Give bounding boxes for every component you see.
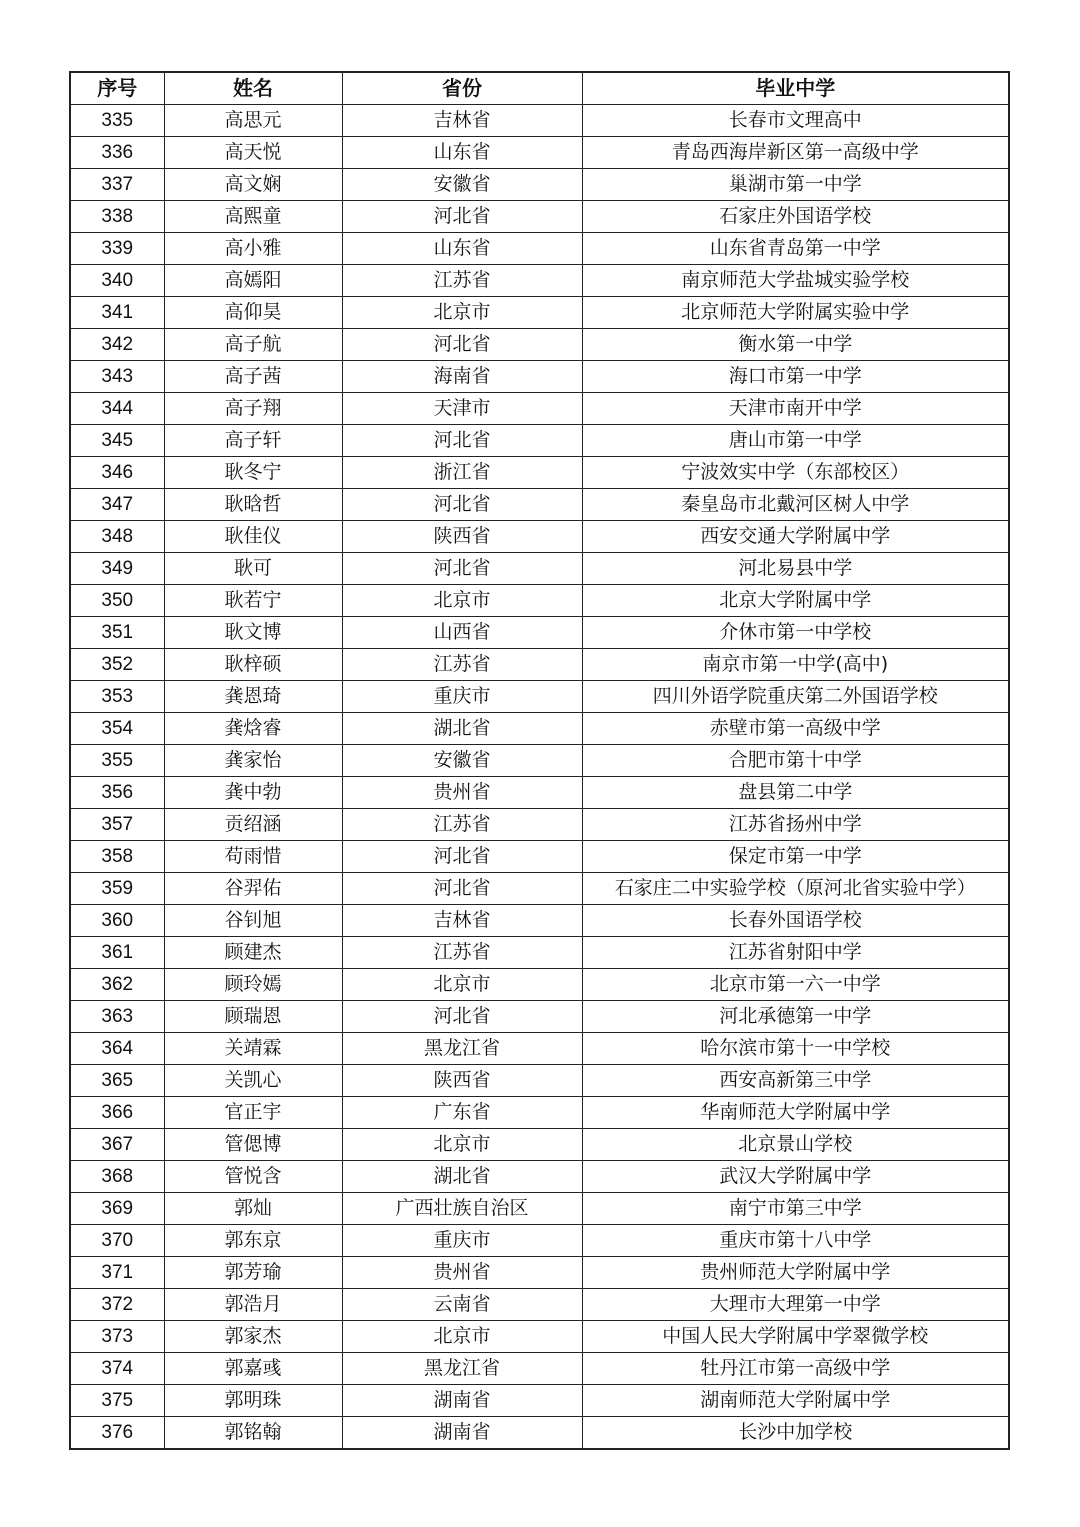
table-row <box>70 681 1009 713</box>
cell-name: 郭东京 <box>164 1225 342 1257</box>
cell-province: 湖南省 <box>342 1385 582 1417</box>
cell-school: 湖南师范大学附属中学 <box>582 1385 1009 1417</box>
cell-province: 吉林省 <box>342 905 582 937</box>
table-row <box>70 1353 1009 1385</box>
cell-name: 龚中勃 <box>164 777 342 809</box>
cell-name: 顾瑞恩 <box>164 1001 342 1033</box>
table-row <box>70 777 1009 809</box>
cell-province: 安徽省 <box>342 169 582 201</box>
cell-name: 苟雨惜 <box>164 841 342 873</box>
cell-name: 高子轩 <box>164 425 342 457</box>
table-row <box>70 585 1009 617</box>
cell-index: 356 <box>70 777 164 809</box>
cell-province: 北京市 <box>342 297 582 329</box>
cell-province: 云南省 <box>342 1289 582 1321</box>
cell-province: 江苏省 <box>342 937 582 969</box>
cell-name: 龚焓睿 <box>164 713 342 745</box>
cell-index: 354 <box>70 713 164 745</box>
cell-index: 357 <box>70 809 164 841</box>
cell-school: 江苏省扬州中学 <box>582 809 1009 841</box>
table-row <box>70 297 1009 329</box>
table-row <box>70 489 1009 521</box>
cell-index: 343 <box>70 361 164 393</box>
cell-school: 西安高新第三中学 <box>582 1065 1009 1097</box>
cell-name: 郭明珠 <box>164 1385 342 1417</box>
cell-index: 355 <box>70 745 164 777</box>
cell-province: 河北省 <box>342 425 582 457</box>
cell-province: 重庆市 <box>342 681 582 713</box>
table-row <box>70 1225 1009 1257</box>
cell-province: 江苏省 <box>342 649 582 681</box>
cell-index: 363 <box>70 1001 164 1033</box>
cell-school: 秦皇岛市北戴河区树人中学 <box>582 489 1009 521</box>
cell-province: 贵州省 <box>342 777 582 809</box>
cell-name: 高小雅 <box>164 233 342 265</box>
cell-school: 贵州师范大学附属中学 <box>582 1257 1009 1289</box>
cell-province: 天津市 <box>342 393 582 425</box>
table-header-row <box>70 72 1009 105</box>
cell-index: 376 <box>70 1417 164 1450</box>
cell-index: 352 <box>70 649 164 681</box>
cell-index: 336 <box>70 137 164 169</box>
cell-index: 349 <box>70 553 164 585</box>
table-row <box>70 1065 1009 1097</box>
cell-school: 合肥市第十中学 <box>582 745 1009 777</box>
table-row <box>70 1385 1009 1417</box>
table-row <box>70 1321 1009 1353</box>
cell-school: 西安交通大学附属中学 <box>582 521 1009 553</box>
table-row <box>70 521 1009 553</box>
cell-province: 山东省 <box>342 137 582 169</box>
cell-province: 江苏省 <box>342 265 582 297</box>
cell-name: 高思元 <box>164 105 342 137</box>
cell-name: 高天悦 <box>164 137 342 169</box>
table-row <box>70 1161 1009 1193</box>
cell-school: 唐山市第一中学 <box>582 425 1009 457</box>
cell-province: 北京市 <box>342 585 582 617</box>
header-province: 省份 <box>342 72 582 105</box>
table-row <box>70 361 1009 393</box>
cell-index: 370 <box>70 1225 164 1257</box>
cell-name: 郭家杰 <box>164 1321 342 1353</box>
cell-school: 巢湖市第一中学 <box>582 169 1009 201</box>
cell-name: 高嫣阳 <box>164 265 342 297</box>
cell-school: 中国人民大学附属中学翠微学校 <box>582 1321 1009 1353</box>
cell-school: 长春外国语学校 <box>582 905 1009 937</box>
cell-name: 郭浩月 <box>164 1289 342 1321</box>
cell-name: 耿晗哲 <box>164 489 342 521</box>
cell-school: 河北易县中学 <box>582 553 1009 585</box>
cell-school: 大理市大理第一中学 <box>582 1289 1009 1321</box>
cell-province: 安徽省 <box>342 745 582 777</box>
cell-index: 362 <box>70 969 164 1001</box>
cell-province: 河北省 <box>342 1001 582 1033</box>
cell-school: 石家庄二中实验学校（原河北省实验中学） <box>582 873 1009 905</box>
cell-index: 338 <box>70 201 164 233</box>
table-row <box>70 873 1009 905</box>
cell-index: 374 <box>70 1353 164 1385</box>
cell-province: 黑龙江省 <box>342 1033 582 1065</box>
cell-province: 山东省 <box>342 233 582 265</box>
cell-school: 重庆市第十八中学 <box>582 1225 1009 1257</box>
cell-index: 342 <box>70 329 164 361</box>
cell-province: 贵州省 <box>342 1257 582 1289</box>
cell-school: 北京市第一六一中学 <box>582 969 1009 1001</box>
table-row <box>70 1129 1009 1161</box>
table-row <box>70 713 1009 745</box>
cell-province: 河北省 <box>342 329 582 361</box>
cell-school: 江苏省射阳中学 <box>582 937 1009 969</box>
cell-name: 高文娴 <box>164 169 342 201</box>
cell-school: 河北承德第一中学 <box>582 1001 1009 1033</box>
cell-school: 北京师范大学附属实验中学 <box>582 297 1009 329</box>
cell-index: 372 <box>70 1289 164 1321</box>
cell-name: 耿佳仪 <box>164 521 342 553</box>
cell-name: 管偲博 <box>164 1129 342 1161</box>
cell-name: 管悦含 <box>164 1161 342 1193</box>
table-row <box>70 1257 1009 1289</box>
cell-school: 四川外语学院重庆第二外国语学校 <box>582 681 1009 713</box>
cell-name: 高子茜 <box>164 361 342 393</box>
cell-province: 湖北省 <box>342 1161 582 1193</box>
table-row <box>70 1193 1009 1225</box>
cell-school: 赤壁市第一高级中学 <box>582 713 1009 745</box>
table-row <box>70 649 1009 681</box>
cell-province: 河北省 <box>342 553 582 585</box>
cell-school: 哈尔滨市第十一中学校 <box>582 1033 1009 1065</box>
cell-name: 郭灿 <box>164 1193 342 1225</box>
cell-name: 高子航 <box>164 329 342 361</box>
cell-name: 关靖霖 <box>164 1033 342 1065</box>
table-row <box>70 233 1009 265</box>
table-row <box>70 553 1009 585</box>
cell-school: 衡水第一中学 <box>582 329 1009 361</box>
cell-school: 石家庄外国语学校 <box>582 201 1009 233</box>
table-row <box>70 329 1009 361</box>
cell-index: 368 <box>70 1161 164 1193</box>
cell-index: 375 <box>70 1385 164 1417</box>
header-school: 毕业中学 <box>582 72 1009 105</box>
table-row <box>70 425 1009 457</box>
cell-index: 366 <box>70 1097 164 1129</box>
cell-name: 关凯心 <box>164 1065 342 1097</box>
table-row <box>70 393 1009 425</box>
cell-province: 北京市 <box>342 1321 582 1353</box>
cell-school: 宁波效实中学（东部校区） <box>582 457 1009 489</box>
table-row <box>70 1001 1009 1033</box>
cell-school: 介休市第一中学校 <box>582 617 1009 649</box>
cell-school: 山东省青岛第一中学 <box>582 233 1009 265</box>
cell-province: 河北省 <box>342 489 582 521</box>
cell-name: 高熙童 <box>164 201 342 233</box>
cell-index: 348 <box>70 521 164 553</box>
cell-name: 高仰昊 <box>164 297 342 329</box>
cell-index: 360 <box>70 905 164 937</box>
cell-index: 364 <box>70 1033 164 1065</box>
table-row <box>70 1097 1009 1129</box>
cell-index: 358 <box>70 841 164 873</box>
table-row <box>70 905 1009 937</box>
cell-province: 浙江省 <box>342 457 582 489</box>
cell-province: 湖南省 <box>342 1417 582 1450</box>
cell-school: 南京师范大学盐城实验学校 <box>582 265 1009 297</box>
cell-name: 郭嘉彧 <box>164 1353 342 1385</box>
table-row <box>70 617 1009 649</box>
cell-index: 353 <box>70 681 164 713</box>
cell-school: 青岛西海岸新区第一高级中学 <box>582 137 1009 169</box>
cell-index: 361 <box>70 937 164 969</box>
table-row <box>70 457 1009 489</box>
cell-province: 黑龙江省 <box>342 1353 582 1385</box>
table-row <box>70 1289 1009 1321</box>
cell-name: 贡绍涵 <box>164 809 342 841</box>
table-body <box>70 105 1009 1450</box>
cell-name: 郭芳瑜 <box>164 1257 342 1289</box>
cell-province: 陕西省 <box>342 521 582 553</box>
cell-index: 340 <box>70 265 164 297</box>
cell-school: 牡丹江市第一高级中学 <box>582 1353 1009 1385</box>
cell-index: 344 <box>70 393 164 425</box>
cell-school: 北京大学附属中学 <box>582 585 1009 617</box>
cell-province: 重庆市 <box>342 1225 582 1257</box>
cell-index: 337 <box>70 169 164 201</box>
cell-province: 北京市 <box>342 969 582 1001</box>
cell-name: 谷羿佑 <box>164 873 342 905</box>
cell-school: 北京景山学校 <box>582 1129 1009 1161</box>
cell-index: 373 <box>70 1321 164 1353</box>
cell-name: 耿冬宁 <box>164 457 342 489</box>
cell-province: 湖北省 <box>342 713 582 745</box>
cell-province: 广西壮族自治区 <box>342 1193 582 1225</box>
cell-school: 南京市第一中学(高中) <box>582 649 1009 681</box>
cell-index: 369 <box>70 1193 164 1225</box>
cell-index: 335 <box>70 105 164 137</box>
cell-school: 华南师范大学附属中学 <box>582 1097 1009 1129</box>
cell-province: 海南省 <box>342 361 582 393</box>
cell-province: 北京市 <box>342 1129 582 1161</box>
cell-school: 南宁市第三中学 <box>582 1193 1009 1225</box>
table-row <box>70 841 1009 873</box>
cell-province: 江苏省 <box>342 809 582 841</box>
cell-school: 长春市文理高中 <box>582 105 1009 137</box>
cell-index: 367 <box>70 1129 164 1161</box>
cell-province: 河北省 <box>342 201 582 233</box>
cell-school: 保定市第一中学 <box>582 841 1009 873</box>
cell-province: 山西省 <box>342 617 582 649</box>
cell-name: 耿文博 <box>164 617 342 649</box>
table-row <box>70 937 1009 969</box>
cell-name: 郭铭翰 <box>164 1417 342 1450</box>
cell-name: 耿梓硕 <box>164 649 342 681</box>
table-row <box>70 265 1009 297</box>
table-row <box>70 745 1009 777</box>
cell-index: 345 <box>70 425 164 457</box>
cell-province: 陕西省 <box>342 1065 582 1097</box>
cell-name: 顾建杰 <box>164 937 342 969</box>
cell-name: 顾玲嫣 <box>164 969 342 1001</box>
cell-school: 盘县第二中学 <box>582 777 1009 809</box>
table-row <box>70 1033 1009 1065</box>
cell-name: 耿若宁 <box>164 585 342 617</box>
cell-school: 海口市第一中学 <box>582 361 1009 393</box>
table-row <box>70 809 1009 841</box>
cell-index: 347 <box>70 489 164 521</box>
cell-name: 龚家怡 <box>164 745 342 777</box>
cell-index: 351 <box>70 617 164 649</box>
cell-name: 谷钊旭 <box>164 905 342 937</box>
cell-province: 河北省 <box>342 873 582 905</box>
table-row <box>70 169 1009 201</box>
table-row <box>70 969 1009 1001</box>
table-row <box>70 105 1009 137</box>
cell-name: 官正宇 <box>164 1097 342 1129</box>
cell-index: 365 <box>70 1065 164 1097</box>
table-row <box>70 137 1009 169</box>
cell-province: 广东省 <box>342 1097 582 1129</box>
header-name: 姓名 <box>164 72 342 105</box>
cell-name: 龚恩琦 <box>164 681 342 713</box>
cell-index: 350 <box>70 585 164 617</box>
cell-school: 长沙中加学校 <box>582 1417 1009 1450</box>
table-row <box>70 1417 1009 1450</box>
student-table <box>69 71 1010 1450</box>
cell-index: 346 <box>70 457 164 489</box>
header-index: 序号 <box>70 72 164 105</box>
cell-name: 高子翔 <box>164 393 342 425</box>
table-row <box>70 201 1009 233</box>
cell-school: 武汉大学附属中学 <box>582 1161 1009 1193</box>
cell-name: 耿可 <box>164 553 342 585</box>
cell-province: 吉林省 <box>342 105 582 137</box>
cell-index: 371 <box>70 1257 164 1289</box>
cell-school: 天津市南开中学 <box>582 393 1009 425</box>
cell-index: 359 <box>70 873 164 905</box>
cell-index: 341 <box>70 297 164 329</box>
cell-province: 河北省 <box>342 841 582 873</box>
cell-index: 339 <box>70 233 164 265</box>
